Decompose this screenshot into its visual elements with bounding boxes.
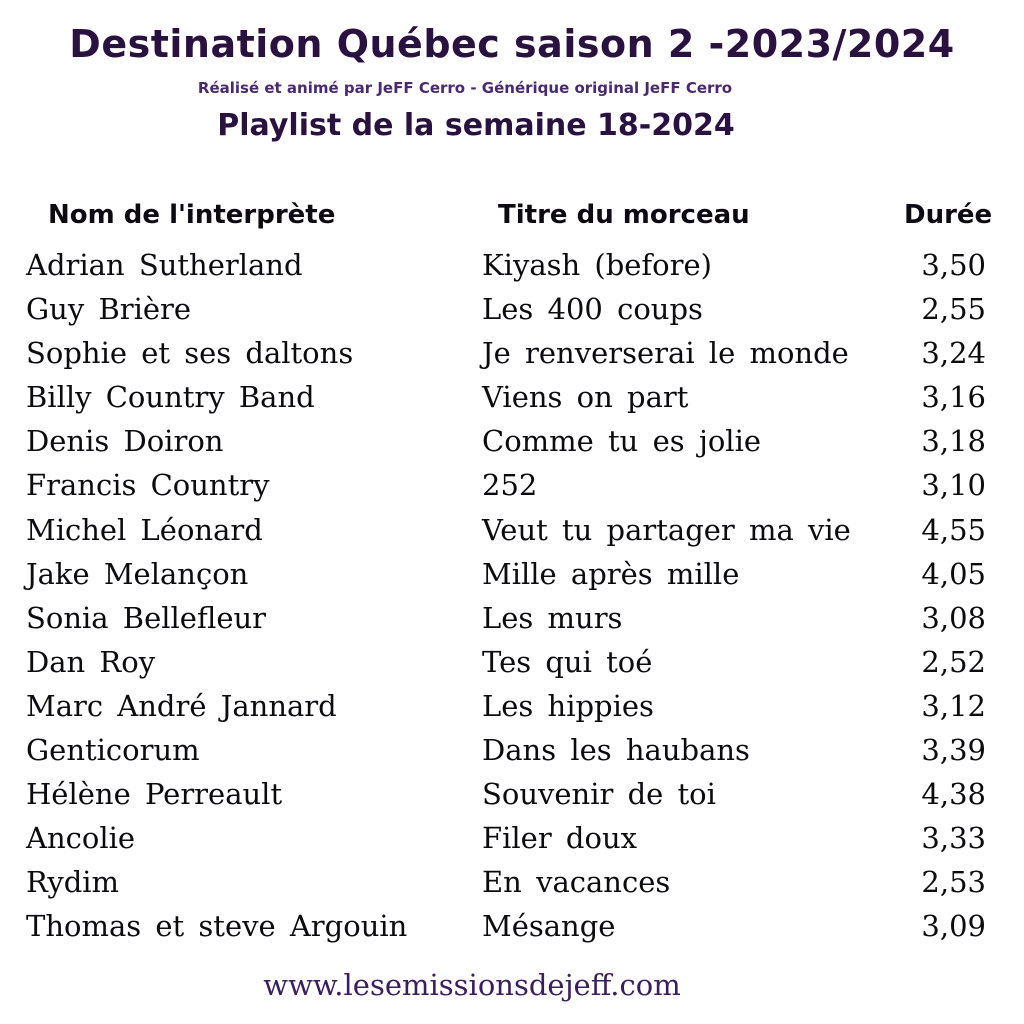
title-cell: Filer doux: [482, 821, 637, 856]
title-cell: Dans les haubans: [482, 733, 750, 768]
table-row: [0, 290, 1024, 334]
duration-cell: 3,12: [921, 688, 986, 723]
duration-cell: 4,05: [921, 556, 986, 591]
page-subtitle: Playlist de la semaine 18-2024: [217, 108, 735, 143]
artist-cell: Guy Brière: [26, 292, 192, 327]
duration-cell: 3,18: [921, 424, 986, 459]
duration-cell: 3,08: [921, 600, 986, 635]
title-cell: Veut tu partager ma vie: [482, 512, 851, 547]
title-cell: 252: [482, 468, 538, 503]
column-header-duration: Durée: [904, 200, 993, 230]
artist-cell: Genticorum: [26, 733, 200, 768]
artist-cell: Thomas et steve Argouin: [26, 909, 408, 944]
duration-cell: 3,50: [921, 248, 986, 282]
artist-cell: Hélène Perreault: [26, 777, 283, 812]
table-row: [0, 643, 1024, 687]
artist-cell: Francis Country: [26, 468, 270, 503]
table-row: [0, 246, 1024, 290]
artist-cell: Billy Country Band: [26, 380, 315, 415]
title-cell: Je renverserai le monde: [482, 336, 849, 371]
table-row: [0, 775, 1024, 819]
table-row: [0, 422, 1024, 466]
artist-cell: Dan Roy: [26, 644, 156, 679]
duration-cell: 3,33: [921, 821, 986, 856]
title-cell: Kiyash (before): [482, 248, 712, 282]
duration-cell: 3,10: [921, 468, 986, 503]
table-row: [0, 731, 1024, 775]
table-row: [0, 687, 1024, 731]
table-row: [0, 378, 1024, 422]
column-header-artist: Nom de l'interprète: [48, 200, 336, 230]
table-row: [0, 863, 1024, 907]
title-cell: Les hippies: [482, 688, 654, 723]
website-url: www.lesemissionsdejeff.com: [263, 968, 681, 1002]
table-row: [0, 511, 1024, 555]
duration-cell: 4,55: [921, 512, 986, 547]
artist-cell: Adrian Sutherland: [26, 248, 303, 282]
playlist-table: [0, 246, 1024, 952]
duration-cell: 3,39: [921, 733, 986, 768]
artist-cell: Marc André Jannard: [26, 688, 337, 723]
title-cell: En vacances: [482, 865, 671, 900]
artist-cell: Michel Léonard: [26, 512, 263, 547]
title-cell: Mésange: [482, 909, 616, 944]
duration-cell: 3,24: [921, 336, 986, 371]
artist-cell: Sophie et ses daltons: [26, 336, 354, 371]
duration-cell: 2,55: [921, 292, 986, 327]
table-row: [0, 334, 1024, 378]
table-row: [0, 555, 1024, 599]
title-cell: Viens on part: [482, 380, 689, 415]
table-row: [0, 466, 1024, 510]
title-cell: Comme tu es jolie: [482, 424, 762, 459]
title-cell: Mille après mille: [482, 556, 740, 591]
artist-cell: Sonia Bellefleur: [26, 600, 267, 635]
title-cell: Les 400 coups: [482, 292, 703, 327]
duration-cell: 4,38: [921, 777, 986, 812]
duration-cell: 3,16: [921, 380, 986, 415]
title-cell: Les murs: [482, 600, 623, 635]
duration-cell: 2,52: [921, 644, 986, 679]
table-row: [0, 907, 1024, 951]
page-title: Destination Québec saison 2 -2023/2024: [69, 22, 955, 66]
duration-cell: 3,09: [921, 909, 986, 944]
credits-line: Réalisé et animé par JeFF Cerro - Générique original JeFF Cerro: [197, 79, 733, 97]
artist-cell: Ancolie: [26, 821, 136, 856]
title-cell: Tes qui toé: [482, 644, 653, 679]
artist-cell: Denis Doiron: [26, 424, 224, 459]
artist-cell: Jake Melançon: [26, 556, 249, 591]
title-cell: Souvenir de toi: [482, 777, 716, 812]
table-row: [0, 819, 1024, 863]
table-row: [0, 599, 1024, 643]
artist-cell: Rydim: [26, 865, 120, 900]
column-header-title: Titre du morceau: [498, 200, 750, 230]
duration-cell: 2,53: [921, 865, 986, 900]
